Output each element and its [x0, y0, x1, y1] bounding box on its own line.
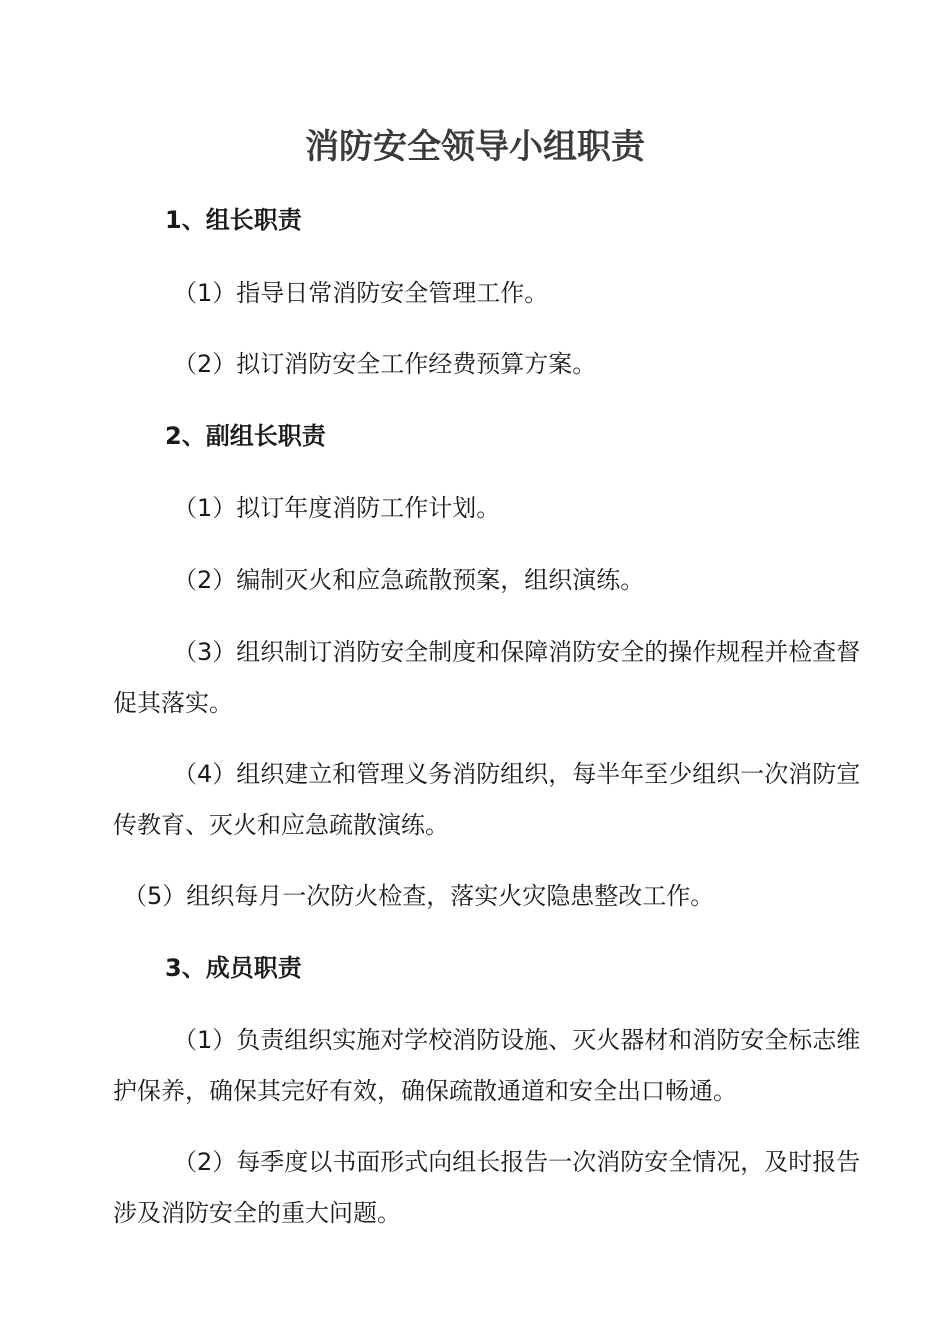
deputy-duty-4: （4）组织建立和管理义务消防组织，每半年至少组织一次消防宣传教育、灭火和应急疏散演练。	[113, 760, 861, 839]
section-heading-deputy: 2、副组长职责	[165, 422, 326, 450]
member-duty-2: （2）每季度以书面形式向组长报告一次消防安全情况，及时报告涉及消防安全的重大问题。	[113, 1148, 861, 1227]
deputy-duty-1: （1）拟订年度消防工作计划。	[173, 494, 501, 522]
page-title: 消防安全领导小组职责	[305, 127, 645, 167]
deputy-duty-3: （3）组织制订消防安全制度和保障消防安全的操作规程并检查督促其落实。	[113, 638, 861, 717]
section-heading-leader: 1、组长职责	[165, 206, 302, 234]
deputy-duty-2: （2）编制灭火和应急疏散预案，组织演练。	[173, 566, 645, 594]
member-duty-1: （1）负责组织实施对学校消防设施、灭火器材和消防安全标志维护保养，确保其完好有效，确保疏散通道和安全出口畅通。	[113, 1026, 861, 1105]
leader-duty-1: （1）指导日常消防安全管理工作。	[173, 279, 549, 307]
deputy-duty-5: （5）组织每月一次防火检查，落实火灾隐患整改工作。	[123, 882, 715, 910]
leader-duty-2: （2）拟订消防安全工作经费预算方案。	[173, 350, 597, 378]
section-heading-members: 3、成员职责	[165, 954, 302, 982]
